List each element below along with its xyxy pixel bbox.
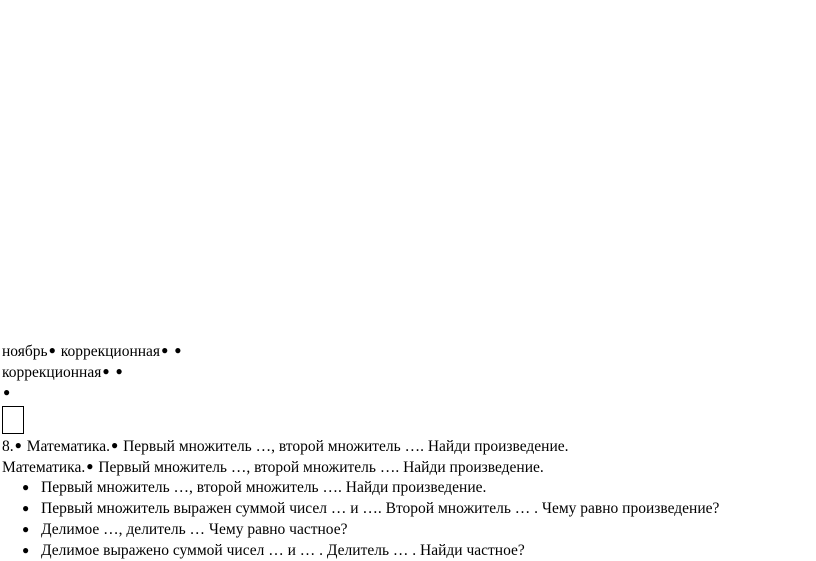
bullet-icon: ●	[102, 364, 110, 378]
list-item	[2, 519, 814, 540]
task-line-2	[2, 456, 814, 477]
bullet-icon: ●	[22, 522, 30, 536]
header-line-2	[2, 361, 814, 382]
list-item	[2, 540, 814, 561]
list-item-text: Первый множитель …, второй множитель …. Найди произведение.	[41, 479, 487, 496]
subject-label: Математика.	[2, 459, 86, 476]
list-item-text: Делимое …, делитель … Чему равно частное?	[41, 521, 348, 538]
bullet-icon: ●	[22, 543, 30, 557]
type-label: коррекционная	[60, 343, 161, 360]
list-item-text: Делимое выражено суммой чисел … и … . Делитель … . Найди частное?	[41, 542, 525, 559]
bullet-icon: ●	[110, 438, 119, 452]
document-body	[2, 340, 814, 561]
list-item	[2, 477, 814, 498]
header-line-1	[2, 340, 814, 361]
task-line-1	[2, 435, 814, 456]
bullet-icon: ●	[22, 501, 30, 515]
task-list	[2, 477, 814, 561]
type-label: коррекционная	[2, 364, 102, 381]
bullet-icon: ●	[115, 364, 123, 378]
list-item	[2, 498, 814, 519]
empty-box	[2, 406, 24, 434]
header-line-3	[2, 382, 814, 403]
task-text: Первый множитель …, второй множитель …. Найди произведение.	[98, 459, 544, 476]
bullet-icon: ●	[48, 343, 56, 357]
bullet-icon: ●	[22, 480, 30, 494]
bullet-icon: ●	[174, 343, 182, 357]
bullet-icon: ●	[161, 343, 169, 357]
bullet-icon: ●	[86, 459, 94, 473]
bullet-icon: ●	[3, 385, 11, 399]
task-text: Первый множитель …, второй множитель …. Найди произведение.	[123, 438, 569, 455]
task-number: 8.	[2, 438, 14, 455]
bullet-icon: ●	[14, 438, 22, 452]
subject-label: Математика.	[26, 438, 110, 455]
month-label: ноябрь	[2, 343, 48, 360]
list-item-text: Первый множитель выражен суммой чисел … и …. Второй множитель … . Чему равно произведение?	[41, 500, 720, 517]
